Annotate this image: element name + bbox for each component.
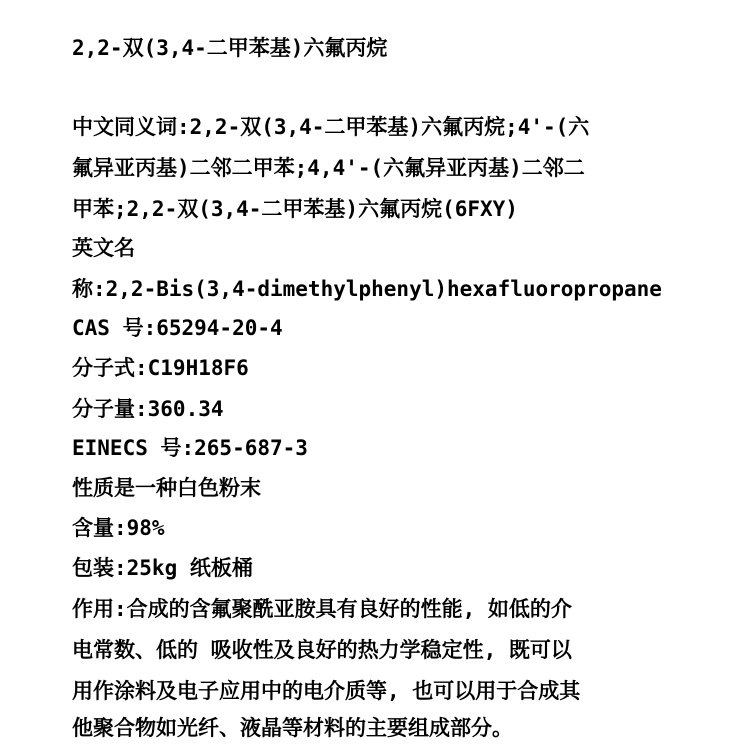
cas-number: CAS 号:65294-20-4: [72, 316, 283, 340]
packaging: 包装:25kg 纸板桶: [72, 556, 253, 580]
properties: 性质是一种白色粉末: [72, 476, 261, 500]
usage-line-3: 用作涂料及电子应用中的电介质等, 也可以用于合成其: [72, 679, 581, 703]
usage-line-2: 电常数、低的 吸收性及良好的热力学稳定性, 既可以: [72, 638, 572, 662]
synonyms-line-3: 甲苯;2,2-双(3,4-二甲苯基)六氟丙烷(6FXY): [72, 197, 518, 221]
english-name-label: 英文名: [72, 236, 135, 260]
molecular-formula: 分子式:C19H18F6: [72, 356, 249, 380]
document-title: 2,2-双(3,4-二甲苯基)六氟丙烷: [72, 36, 388, 60]
english-name-value: 称:2,2-Bis(3,4-dimethylphenyl)hexafluoropropane: [72, 277, 662, 301]
usage-line-1: 作用:合成的含氟聚酰亚胺具有良好的性能, 如低的介: [72, 597, 572, 621]
usage-line-4: 他聚合物如光纤、液晶等材料的主要组成部分。: [72, 716, 513, 740]
synonyms-line-2: 氟异亚丙基)二邻二甲苯;4,4'-(六氟异亚丙基)二邻二: [72, 156, 585, 180]
synonyms-line-1: 中文同义词:2,2-双(3,4-二甲苯基)六氟丙烷;4'-(六: [72, 115, 590, 139]
content-purity: 含量:98%: [72, 516, 165, 540]
einecs-number: EINECS 号:265-687-3: [72, 436, 308, 460]
molecular-weight: 分子量:360.34: [72, 397, 224, 421]
